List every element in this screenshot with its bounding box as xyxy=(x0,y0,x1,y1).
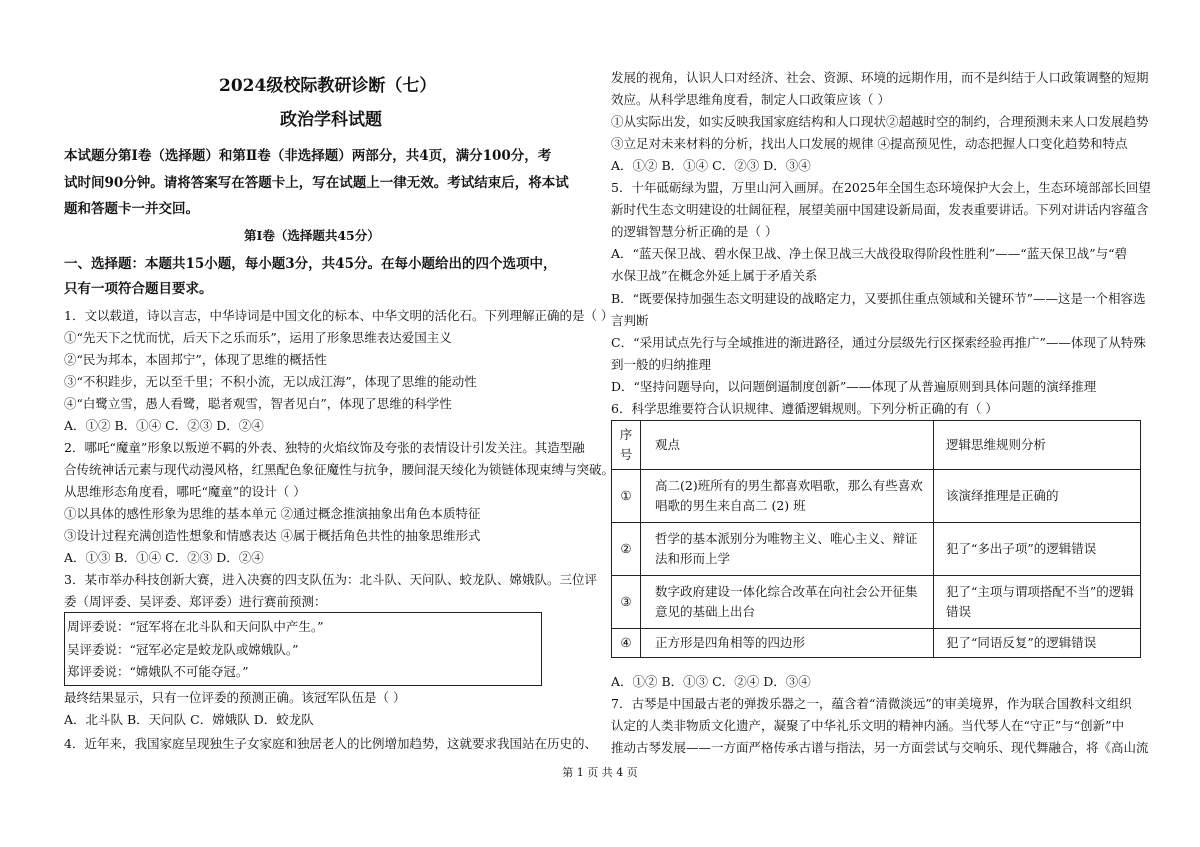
row-analysis: 犯了“多出子项”的逻辑错误 xyxy=(934,523,1141,576)
question-5-option: 水保卫战”在概念外延上属于矛盾关系 xyxy=(611,268,818,283)
question-3-result: 最终结果显示，只有一位评委的预测正确。该冠军队伍是（ ） xyxy=(64,690,406,705)
question-5-stem: 新时代生态文明建设的壮阔征程，展望美丽中国建设新局面，发表重要讲话。下列对讲话内容蕴含 xyxy=(611,202,1149,217)
intro-line: 题和答题卡一并交回。 xyxy=(64,201,199,217)
logic-table xyxy=(611,420,1141,658)
judge-statement: 周评委说：“冠军将在北斗队和天问队中产生。” xyxy=(67,619,324,634)
question-5-option: B．“既要保持加强生态文明建设的战略定力，又要抓住重点领域和关键环节”——这是一个相容选 xyxy=(611,291,1146,306)
question-2-item: ③设计过程充满创造性想象和情感表达 ④属于概括角色共性的抽象思维形式 xyxy=(64,528,481,543)
row-view: 数字政府建设一体化综合改革在向社会公开征集意见的基础上出台 xyxy=(641,576,934,629)
question-1-item: ①“先天下之忧而忧，后天下之乐而乐”，运用了形象思维表达爱国主义 xyxy=(64,330,452,345)
judge-statement: 吴评委说：“冠军必定是蛟龙队或嫦娥队。” xyxy=(67,642,299,657)
question-4-stem: 发展的视角，认识人口对经济、社会、资源、环境的远期作用，而不是纠结于人口政策调整的短期 xyxy=(611,70,1149,85)
question-4-item: ③立足对未来材料的分析，找出人口发展的规律 ④提高预见性，动态把握人口变化趋势和特点 xyxy=(611,136,1128,151)
question-1-options: A．①② B．①④ C．②③ D．②④ xyxy=(64,418,264,433)
table-header-view: 观点 xyxy=(641,421,934,470)
row-number: ③ xyxy=(612,576,641,629)
question-3-stem: 3．某市举办科技创新大赛，进入决赛的四支队伍为：北斗队、天问队、蛟龙队、嫦娥队。三位评 xyxy=(64,572,597,587)
table-row xyxy=(612,629,1141,658)
question-4-stem: 4．近年来，我国家庭呈现独生子女家庭和独居老人的比例增加趋势，这就要求我国站在历史的、 xyxy=(64,736,597,751)
question-2-item: ①以具体的感性形象为思维的基本单元 ②通过概念推演抽象出角色本质特征 xyxy=(64,506,481,521)
question-5-option: 到一般的归纳推理 xyxy=(611,357,712,372)
question-4-stem: 效应。从科学思维角度看，制定人口政策应该（ ） xyxy=(611,92,890,107)
row-analysis: 犯了“主项与谓项搭配不当”的逻辑错误 xyxy=(934,576,1141,629)
question-3-options: A．北斗队 B．天问队 C．嫦娥队 D．蛟龙队 xyxy=(64,712,314,727)
table-header-row xyxy=(612,421,1141,470)
question-2-stem: 合传统神话元素与现代动漫风格，红黑配色象征魔性与抗争，腰间混天绫化为锁链体现束缚与突破。 xyxy=(64,462,615,477)
part-title: 第Ⅰ卷（选择题共45分） xyxy=(244,228,380,243)
question-7-stem: 7．古琴是中国最古老的弹拨乐器之一，蕴含着“清微淡远”的审美境界，作为联合国教科文组织 xyxy=(611,696,1132,711)
question-7-stem: 认定的人类非物质文化遗产，凝聚了中华礼乐文明的精神内涵。当代琴人在“守正”与“创新”中 xyxy=(611,718,1125,733)
question-7-stem: 推动古琴发展——一方面严格传承古谱与指法，另一方面尝试与交响乐、现代舞融合，将《高山流 xyxy=(611,740,1149,755)
question-5-stem: 5．十年砥砺绿为盟，万里山河入画屏。在2025年全国生态环境保护大会上，生态环境部部长回望 xyxy=(611,180,1151,195)
intro-line: 本试题分第Ⅰ卷（选择题）和第Ⅱ卷（非选择题）两部分，共4页，满分100分，考 xyxy=(64,148,552,164)
row-number: ① xyxy=(612,470,641,523)
judges-box xyxy=(64,612,542,686)
table-row xyxy=(612,576,1141,629)
question-2-stem: 2．哪吒“魔童”形象以叛逆不羁的外表、独特的火焰纹饰及夸张的表情设计引发关注。其造型融 xyxy=(64,440,585,455)
question-4-options: A．①② B．①④ C．②③ D．③④ xyxy=(611,158,811,173)
question-3-stem: 委（周评委、吴评委、郑评委）进行赛前预测： xyxy=(64,594,327,609)
question-5-option: D．“坚持问题导向，以问题倒逼制度创新”——体现了从普遍原则到具体问题的演绎推理 xyxy=(611,379,1097,394)
row-view: 哲学的基本派别分为唯物主义、唯心主义、辩证法和形而上学 xyxy=(641,523,934,576)
table-header-analysis: 逻辑思维规则分析 xyxy=(934,421,1141,470)
section-heading: 只有一项符合题目要求。 xyxy=(64,281,213,297)
question-5-stem: 的逻辑智慧分析正确的是（ ） xyxy=(611,224,778,239)
table-header-no: 序号 xyxy=(612,421,641,470)
row-view: 高二(2)班所有的男生都喜欢唱歌，那么有些喜欢唱歌的男生来自高二 (2) 班 xyxy=(641,470,934,523)
exam-title: 2024级校际教研诊断（七） xyxy=(219,76,437,96)
question-1-item: ②“民为邦本，本固邦宁”，体现了思维的概括性 xyxy=(64,352,327,367)
question-1-item: ④“白鹭立雪，愚人看鹭，聪者观雪，智者见白”，体现了思维的科学性 xyxy=(64,396,452,411)
row-analysis: 该演绎推理是正确的 xyxy=(934,470,1141,523)
row-number: ④ xyxy=(612,629,641,658)
question-2-options: A．①③ B．①④ C．②③ D．②④ xyxy=(64,550,264,565)
row-view: 正方形是四角相等的四边形 xyxy=(641,629,934,658)
section-heading: 一、选择题：本题共15小题，每小题3分，共45分。在每小题给出的四个选项中， xyxy=(64,256,557,272)
question-1-item: ③“不积跬步，无以至千里；不积小流，无以成江海”，体现了思维的能动性 xyxy=(64,374,477,389)
judge-statement: 郑评委说：“嫦娥队不可能夺冠。” xyxy=(67,664,249,679)
question-5-option: 言判断 xyxy=(611,313,649,328)
question-5-option: C．“采用试点先行与全域推进的渐进路径，通过分层级先行区探索经验再推广”——体现了从特殊 xyxy=(611,335,1146,350)
question-6-options: A．①② B．①③ C．②④ D．③④ xyxy=(611,674,811,689)
exam-subtitle: 政治学科试题 xyxy=(280,110,382,130)
question-5-option: A．“蓝天保卫战、碧水保卫战、净土保卫战三大战役取得阶段性胜利”——“蓝天保卫战”与“碧 xyxy=(611,246,1127,261)
row-analysis: 犯了“同语反复”的逻辑错误 xyxy=(934,629,1141,658)
question-1-stem: 1．文以载道，诗以言志，中华诗词是中国文化的标本、中华文明的活化石。下列理解正确的是（ ） xyxy=(64,308,614,323)
intro-line: 试时间90分钟。请将答案写在答题卡上，写在试题上一律无效。考试结束后，将本试 xyxy=(64,175,569,191)
table-row xyxy=(612,470,1141,523)
question-6-stem: 6．科学思维要符合认识规律、遵循逻辑规则。下列分析正确的有（ ） xyxy=(611,401,998,416)
row-number: ② xyxy=(612,523,641,576)
table-row xyxy=(612,523,1141,576)
question-2-stem: 从思维形态角度看，哪吒“魔童”的设计（ ） xyxy=(64,484,306,499)
question-4-item: ①从实际出发，如实反映我国家庭结构和人口现状②超越时空的制约，合理预测未来人口发展趋势 xyxy=(611,114,1149,129)
page-footer: 第 1 页 共 4 页 xyxy=(562,766,638,779)
